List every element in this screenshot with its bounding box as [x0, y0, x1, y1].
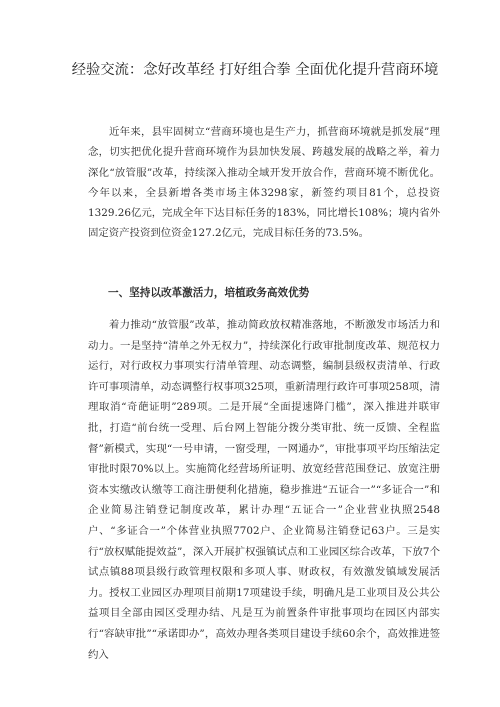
intro-paragraph: 近年来，县牢固树立“营商环境也是生产力，抓营商环境就是抓发展”理念，切实把优化提升营商环境作为县加快发展、跨越发展的战略之举，着力深化“放管服”改革，持续深入推动全域开发开放合作，营商环境不断优化。今年以来，全县新增各类市场主体3298家，新签约项目81个，总投资1329.26亿元，完成全年下达目标任务的183%，同比增长108%；境内省外固定资产投资到位资金127.2亿元，完成目标任务的73.5%。	[88, 126, 440, 240]
section-heading: 一、坚持以改革激活力，培植政务高效优势	[108, 287, 310, 299]
document-title: 经验交流：念好改革经 打好组合拳 全面优化提升营商环境	[71, 62, 439, 78]
section-paragraph: 着力推动“放管服”改革，推动简政放权精准落地，不断激发市场活力和动力。一是坚持“清单之外无权力”，持续深化行政审批制度改革、规范权力运行，对行政权力事项实行清单管理、动态调整，编制县级权责清单、行政许可事项清单，动态调整行权事项325项，重新清理行政许可事项258项，清理取消“奇葩证明”289项。二是开展“全面提速降门槛”，深入推进并联审批，打造“前台统一受理、后台网上智能分拨分类审批、统一反馈、全程监督”新模式，实现“一号申请，一窗受理，一网通办”，审批事项平均压缩法定审批时限70%以上。实施简化经营场所证明、放宽经营范围登记、放宽注册资本实缴改认缴等工商注册便利化措施，稳步推进“五证合一”“多证合一”和企业简易注销登记制度改革，累计办理“五证合一”企业营业执照2548户、“多证合一”个体营业执照7702户、企业简易注销登记63户。三是实行“放权赋能提效益”，深入开展扩权强镇试点和工业园区综合改革，下放7个试点镇88项县级行政管理权限和多项人事、财政权，有效激发镇域发展活力。授权工业园区办理项目前期17项建设手续，明确凡是工业项目及公共公益项目全部由园区受理办结、凡是互为前置条件审批事项均在园区内部实行“容缺审批”“承诺即办”，高效办理各类项目建设手续60余个，高效推进签约入	[88, 319, 440, 661]
